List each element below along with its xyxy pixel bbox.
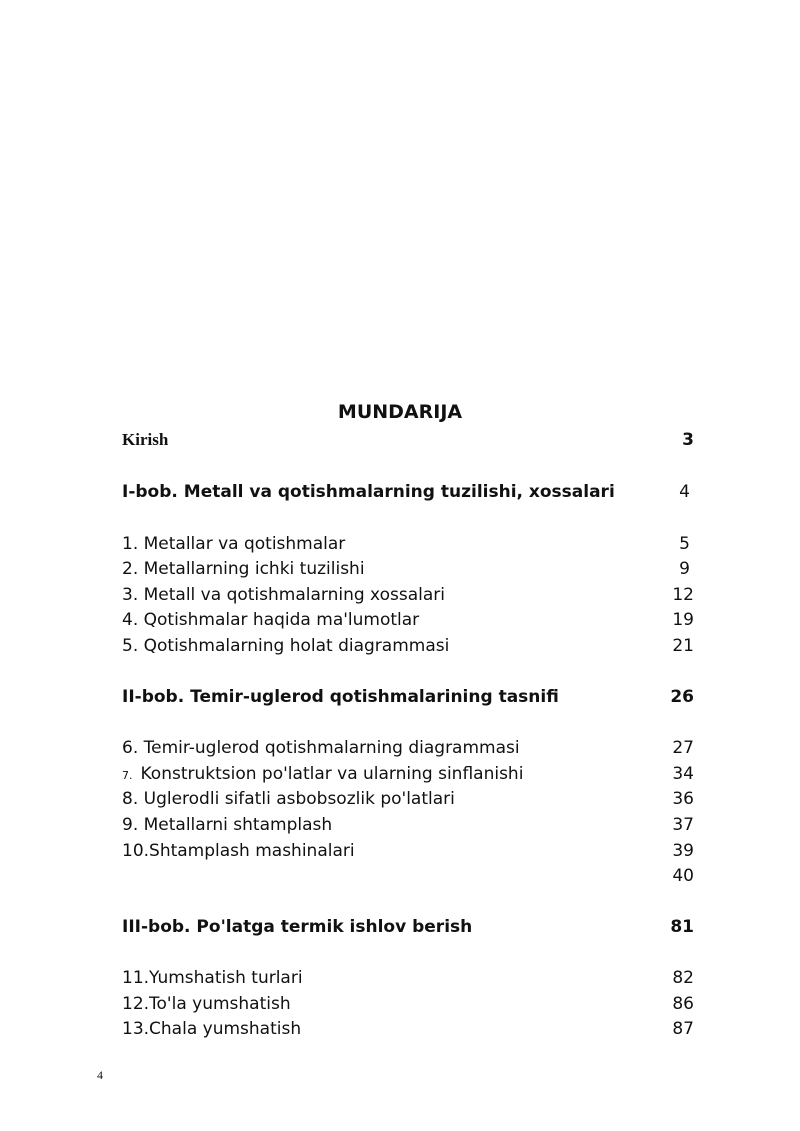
toc-page: 82: [672, 968, 694, 988]
toc-label: 10.Shtamplash mashinalari: [122, 841, 355, 861]
toc-page: 19: [672, 610, 694, 630]
toc-label: 11.Yumshatish turlari: [122, 968, 303, 988]
toc-label: III-bob. Po'latga termik ishlov berish: [122, 917, 473, 937]
toc-item: [122, 532, 694, 556]
toc-page: 37: [672, 815, 694, 835]
toc-item-number: 7.: [122, 769, 133, 782]
toc-page: 36: [672, 789, 694, 809]
toc-item: [122, 736, 694, 760]
toc-item: [122, 1017, 694, 1041]
toc-page: 39: [672, 841, 694, 861]
toc-page: 12: [672, 585, 694, 605]
toc-label: 3. Metall va qotishmalarning xossalari: [122, 585, 445, 605]
toc-item: [122, 992, 694, 1016]
toc-label: 4. Qotishmalar haqida ma'lumotlar: [122, 610, 420, 630]
toc-label: 1. Metallar va qotishmalar: [122, 534, 346, 554]
toc-page: 87: [672, 1019, 694, 1039]
toc-label: Kirish: [122, 430, 169, 449]
toc-item: [122, 966, 694, 990]
toc-label: 5. Qotishmalarning holat diagrammasi: [122, 636, 450, 656]
toc-item: [122, 762, 694, 786]
toc-page: 34: [672, 764, 694, 784]
toc-label: 6. Temir-uglerod qotishmalarning diagrammasi: [122, 738, 520, 758]
toc-item: [122, 813, 694, 837]
toc-label: 13.Chala yumshatish: [122, 1019, 302, 1039]
toc-label: 8. Uglerodli sifatli asbobsozlik po'latlari: [122, 789, 455, 809]
toc-label: 9. Metallarni shtamplash: [122, 815, 333, 835]
toc-item: [122, 608, 694, 632]
toc-chapter-3: [122, 915, 694, 939]
toc-chapter-2: [122, 685, 694, 709]
toc-page: 21: [672, 636, 694, 656]
toc-page: 40: [672, 866, 694, 886]
toc-page: 9: [679, 559, 690, 579]
toc-title: MUNDARIJA: [337, 401, 463, 423]
toc-chapter-1: [122, 480, 694, 504]
toc-page: 81: [670, 917, 694, 937]
toc-label: I-bob. Metall va qotishmalarning tuzilishi, xossalari: [122, 482, 615, 502]
toc-page: 26: [670, 687, 694, 707]
toc-label: 12.To'la yumshatish: [122, 994, 291, 1014]
toc-page: 86: [672, 994, 694, 1014]
toc-item: [122, 839, 694, 863]
toc-page: 4: [679, 482, 690, 502]
toc-item: [122, 557, 694, 581]
toc-page: 5: [679, 534, 690, 554]
toc-page: 3: [682, 430, 694, 450]
toc-item: [122, 583, 694, 607]
toc-item-text: Konstruktsion po'latlar va ularning sinflanishi: [140, 764, 524, 784]
toc-extra-page-row: [122, 864, 694, 888]
page-number: 4: [97, 1068, 103, 1082]
toc-label: [122, 762, 523, 788]
toc-label: 2. Metallarning ichki tuzilishi: [122, 559, 365, 579]
toc-row-intro: [122, 428, 694, 452]
toc-item: [122, 634, 694, 658]
toc-page: 27: [672, 738, 694, 758]
toc-label: II-bob. Temir-uglerod qotishmalarining tasnifi: [122, 687, 559, 707]
toc-item: [122, 787, 694, 811]
